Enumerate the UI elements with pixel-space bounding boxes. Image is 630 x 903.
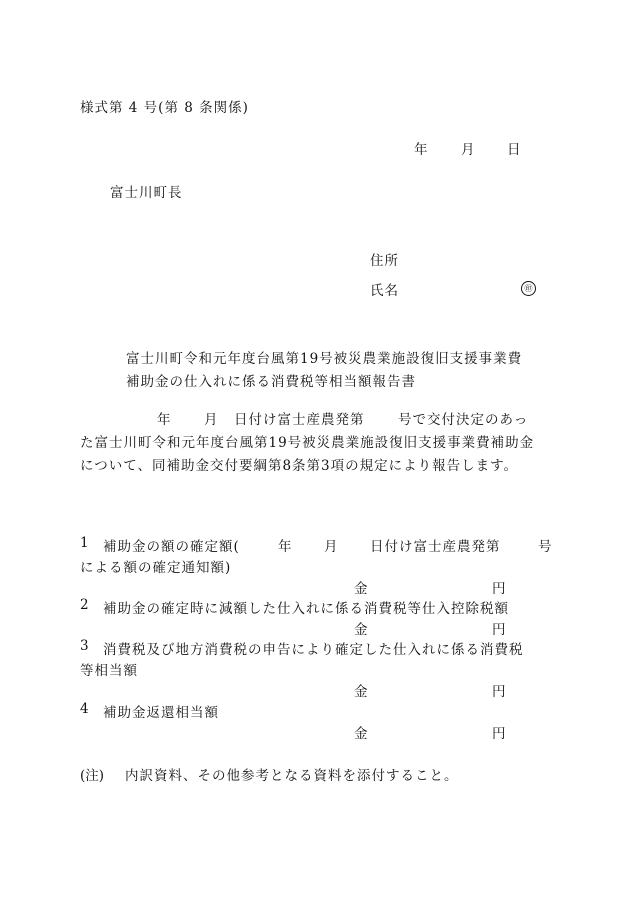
address-label: 住所 — [370, 253, 399, 269]
item-4-number: 4 — [80, 701, 89, 717]
addressee: 富士川町長 — [110, 185, 183, 201]
item-4-amount-prefix: 金 — [354, 726, 368, 742]
date-year-label: 年 — [414, 142, 428, 158]
item-1-amount-unit: 円 — [492, 581, 506, 597]
item-1-year: 年 — [278, 539, 292, 555]
item-1-text-a: 補助金の額の確定額( — [103, 539, 240, 555]
item-2-amount-unit: 円 — [492, 622, 506, 638]
body-line-2: た富士川町令和元年度台風第19号被災農業施設復旧支援事業費補助金 — [80, 435, 535, 451]
item-4-amount-unit: 円 — [492, 726, 506, 742]
date-month-label: 月 — [461, 142, 475, 158]
item-1-text-line-2: による額の確定通知額) — [80, 560, 232, 576]
item-3-amount-prefix: 金 — [354, 684, 368, 700]
item-1-text-c: 号 — [538, 539, 552, 555]
item-3-text-line-2: 等相当額 — [80, 663, 138, 679]
note-text: 内訳資料、その他参考となる資料を添付すること。 — [125, 768, 459, 784]
seal-mark: ㊞ — [521, 279, 536, 296]
body-line-3: について、同補助金交付要綱第8条第3項の規定により報告します。 — [80, 458, 519, 474]
item-2-text: 補助金の確定時に減額した仕入れに係る消費税等仕入控除税額 — [103, 601, 509, 617]
item-2-amount-prefix: 金 — [354, 622, 368, 638]
item-3-text: 消費税及び地方消費税の申告により確定した仕入れに係る消費税 — [103, 642, 524, 658]
item-3-amount-unit: 円 — [492, 684, 506, 700]
item-1-text-b: 日付け富士産農発第 — [370, 539, 501, 555]
body-line-1-text: 日付け富士産農発第 — [234, 412, 365, 428]
title-line-1: 富士川町令和元年度台風第19号被災農業施設復旧支援事業費 — [126, 351, 523, 367]
date-day-label: 日 — [507, 142, 521, 158]
note-label: (注) — [80, 768, 105, 784]
body-year-label: 年 — [157, 412, 171, 428]
item-2-number: 2 — [80, 597, 89, 613]
item-3-number: 3 — [80, 638, 89, 654]
body-line-1-tail: 号で交付決定のあっ — [398, 412, 529, 428]
item-1-number: 1 — [80, 535, 89, 551]
item-1-month: 月 — [324, 539, 338, 555]
body-month-label: 月 — [204, 412, 218, 428]
name-label: 氏名 — [370, 283, 399, 299]
title-line-2: 補助金の仕入れに係る消費税等相当額報告書 — [126, 374, 416, 390]
form-number: 様式第 4 号(第 8 条関係) — [80, 100, 249, 116]
item-1-amount-prefix: 金 — [354, 581, 368, 597]
item-4-text: 補助金返還相当額 — [103, 705, 219, 721]
